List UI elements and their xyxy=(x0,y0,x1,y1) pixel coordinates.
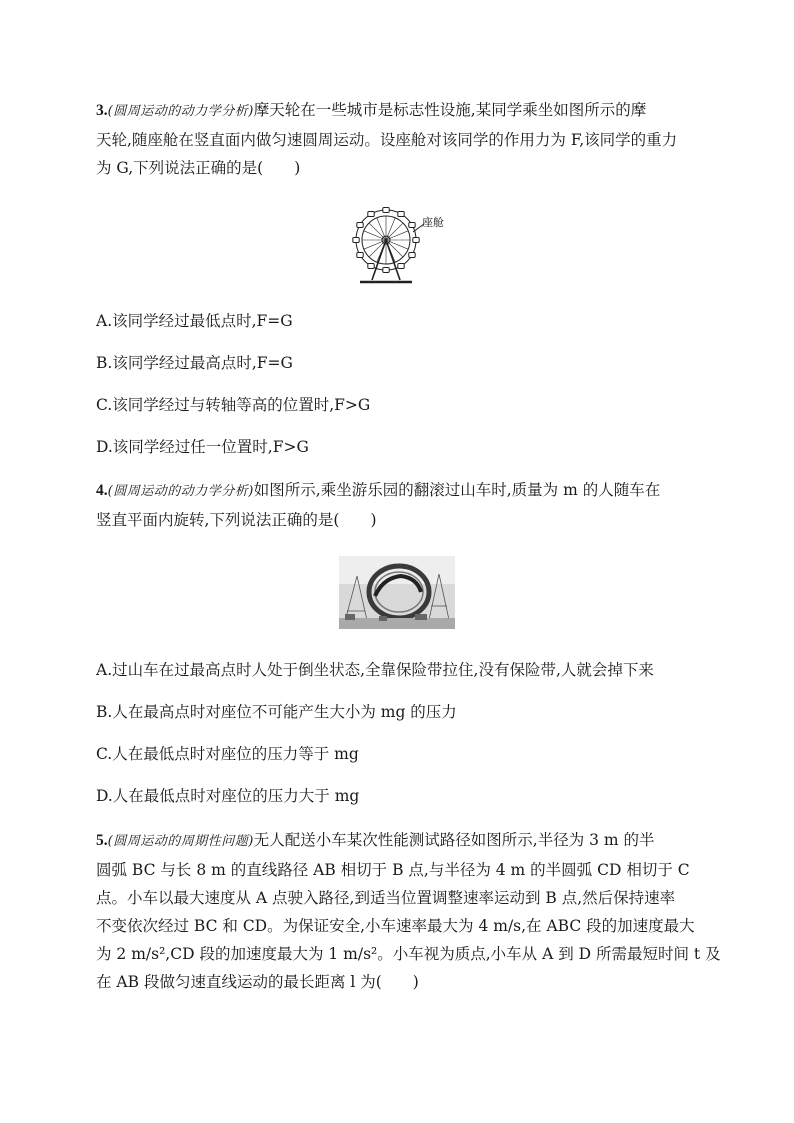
question-5 xyxy=(96,826,721,996)
question-3-topic-tag: (圆周运动的动力学分析) xyxy=(107,104,254,119)
question-5-text-6: 在 AB 段做匀速直线运动的最长距离 l 为( ) xyxy=(96,973,419,991)
question-5-text-3: 点。小车以最大速度从 A 点驶入路径,到适当位置调整速率运动到 B 点,然后保持速率 xyxy=(96,889,676,907)
question-4-topic-tag: (圆周运动的动力学分析) xyxy=(107,484,254,499)
question-4-text-1: 如图所示,乘坐游乐园的翻滚过山车时,质量为 m 的人随车在 xyxy=(253,481,661,499)
question-5-line-1 xyxy=(96,826,706,856)
question-3-text-3: 为 G,下列说法正确的是( ) xyxy=(96,159,301,177)
question-5-topic-tag: (圆周运动的周期性问题) xyxy=(107,834,254,849)
cabin-shape xyxy=(413,238,419,243)
question-3 xyxy=(96,96,706,182)
q4-option-c: C.人在最低点时对座位的压力等于 mg xyxy=(96,745,359,763)
question-4 xyxy=(96,476,706,534)
question-5-text-2: 圆弧 BC 与长 8 m 的直线路径 AB 相切于 B 点,与半径为 4 m 的半圆弧 CD 相切于 C xyxy=(96,861,690,879)
cabin-shape xyxy=(383,208,389,213)
q4-option-d: D.人在最低点时对座位的压力大于 mg xyxy=(96,787,360,805)
cabin-label: 座舱 xyxy=(422,216,444,229)
question-3-text-2: 天轮,随座舱在竖直面内做匀速圆周运动。设座舱对该同学的作用力为 F,该同学的重力 xyxy=(96,131,678,149)
q3-option-c: C.该同学经过与转轴等高的位置时,F>G xyxy=(96,396,371,414)
cabin-shape xyxy=(398,263,404,268)
question-3-line-1 xyxy=(96,96,706,126)
question-5-text-1: 无人配送小车某次性能测试路径如图所示,半径为 3 m 的半 xyxy=(253,831,655,849)
q4-option-a: A.过山车在过最高点时人处于倒坐状态,全靠保险带拉住,没有保险带,人就会掉下来 xyxy=(96,661,654,679)
question-3-number: 3. xyxy=(96,102,108,119)
question-5-number: 5. xyxy=(96,832,108,849)
cabin-shape xyxy=(357,223,363,228)
roller-coaster-photo xyxy=(339,556,455,629)
q3-option-d: D.该同学经过任一位置时,F>G xyxy=(96,438,309,456)
cabin-shape xyxy=(357,253,363,258)
q4-option-b: B.人在最高点时对座位不可能产生大小为 mg 的压力 xyxy=(96,703,457,721)
cabin-shape xyxy=(409,223,415,228)
cabin-shape xyxy=(383,268,389,273)
cabin-shape xyxy=(368,263,374,268)
question-3-text-1: 摩天轮在一些城市是标志性设施,某同学乘坐如图所示的摩 xyxy=(253,101,647,119)
q3-option-a: A.该同学经过最低点时,F=G xyxy=(96,312,293,330)
cabin-shape xyxy=(409,253,415,258)
question-4-text-2: 竖直平面内旋转,下列说法正确的是( ) xyxy=(96,511,377,529)
question-5-text-4: 不变依次经过 BC 和 CD。为保证安全,小车速率最大为 4 m/s,在 ABC 段的加速度最大 xyxy=(96,917,695,935)
question-4-number: 4. xyxy=(96,482,108,499)
q3-option-b: B.该同学经过最高点时,F=G xyxy=(96,354,293,372)
ferris-wheel-drawing xyxy=(346,200,456,290)
ferris-wheel-figure xyxy=(346,200,456,290)
cabin-shape xyxy=(353,238,359,243)
cabin-shape xyxy=(368,212,374,217)
question-4-line-1 xyxy=(96,476,706,506)
cabin-shape xyxy=(398,212,404,217)
roller-coaster-drawing xyxy=(339,556,455,629)
question-5-text-5: 为 2 m/s²,CD 段的加速度最大为 1 m/s²。小车视为质点,小车从 A 到 D 所需最短时间 t 及 xyxy=(96,945,721,963)
